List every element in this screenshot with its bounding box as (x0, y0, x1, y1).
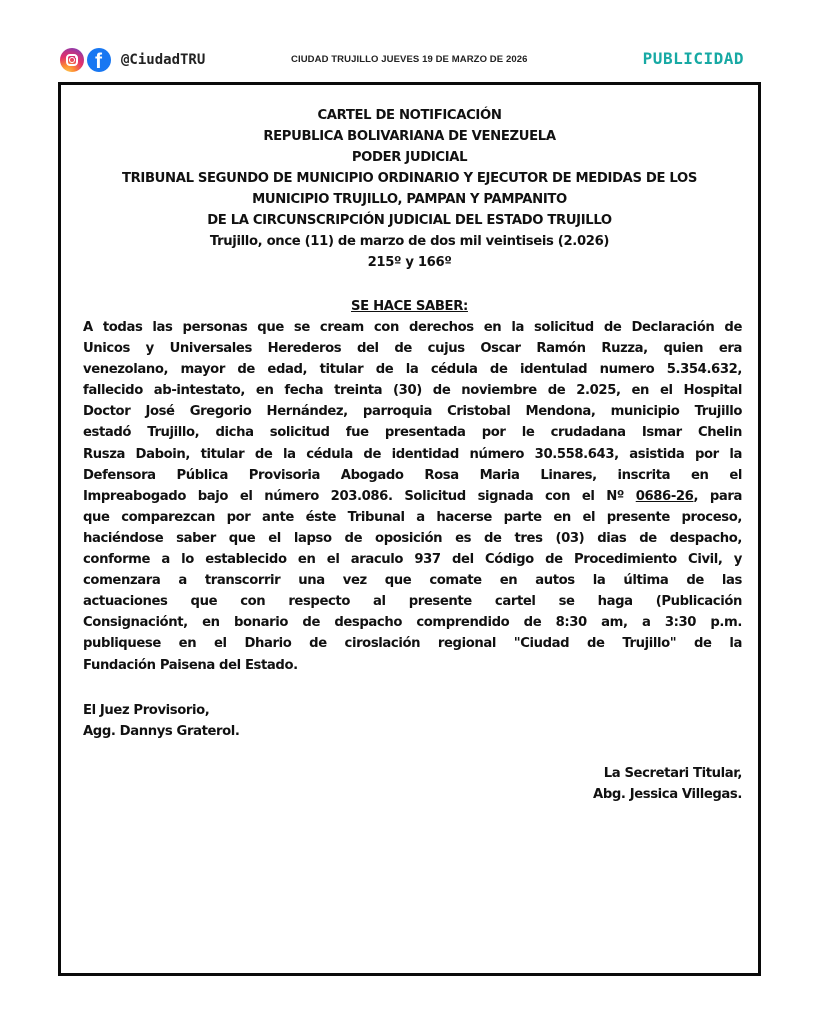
header-line-jurisdiction: DE LA CIRCUNSCRIPCIÓN JUDICIAL DEL ESTADO TRUJILLO (207, 213, 612, 228)
section-label: PUBLICIDAD (642, 49, 744, 68)
body-line: Doctor José Gregorio Hernández, parroquia Cristobal Mendona, municipio Trujillo (83, 404, 742, 420)
body-line: A todas las personas que se cream con derechos en la solicitud de Declaración de (83, 320, 742, 335)
judge-title: El Juez Provisorio, (83, 703, 210, 718)
body-line: Consignaciónt, en bonario de despacho comprendido de 8:30 am, a 3:30 p.m. (83, 615, 742, 631)
body-line: que comparezcan por ante éste Tribunal a hacerse parte en el presente proceso, (83, 509, 742, 525)
notice-header (61, 105, 758, 273)
secretary-signature (593, 763, 742, 805)
facebook-icon[interactable]: f (87, 48, 111, 72)
body-line: Defensora Pública Provisoria Abogado Rosa Maria Linares, inscrita en el (83, 467, 742, 483)
body-line: haciéndose saber que el lapso de oposición es de tres (03) dias de despacho, (83, 530, 742, 546)
header-line-branch: PODER JUDICIAL (351, 150, 468, 165)
notice-body (83, 317, 742, 676)
body-line-case (83, 486, 742, 507)
body-line: Unicos y Universales Herederos del de cujus Oscar Ramón Ruzza, quien era (83, 341, 742, 357)
instagram-icon[interactable] (60, 48, 84, 72)
judge-signature (83, 700, 240, 742)
body-line: comenzara a transcorrir una vez que comate en autos la última de las (83, 573, 742, 589)
secretary-title: La Secretari Titular, (603, 766, 742, 781)
body-line: conforme a lo establecido en el araculo 937 del Código de Procedimiento Civil, y (83, 552, 742, 568)
body-line: estadó Trujillo, dicha solicitud fue presentada por le crudadana Ismar Chelin (83, 425, 742, 441)
judge-name: Agg. Dannys Graterol. (83, 724, 240, 739)
body-line-case-prefix: Impreabogado bajo el número 203.086. Solicitud signada con el Nº (83, 488, 636, 504)
dateline: CIUDAD TRUJILLO JUEVES 19 DE MARZO DE 2026 (291, 54, 528, 65)
social-links (60, 48, 205, 72)
body-line: Fundación Paisena del Estado. (83, 657, 298, 673)
body-line: Rusza Daboin, titular de la cédula de identidad número 30.558.643, asistida por la (83, 446, 742, 462)
newspaper-topbar (58, 46, 760, 74)
notice-title: CARTEL DE NOTIFICACIÓN (317, 108, 502, 123)
secretary-name: Abg. Jessica Villegas. (593, 787, 742, 802)
body-line: publiquese en el Dhario de ciroslación regional "Ciudad de Trujillo" de la (83, 636, 742, 652)
header-line-country: REPUBLICA BOLIVARIANA DE VENEZUELA (263, 129, 556, 144)
social-handle[interactable]: @CiudadTRU (121, 52, 206, 68)
body-line: actuaciones que con respecto al presente cartel se haga (Publicación (83, 594, 742, 610)
header-line-court: TRIBUNAL SEGUNDO DE MUNICIPIO ORDINARIO Y EJECUTOR DE MEDIDAS DE LOS (121, 171, 698, 186)
body-line: fallecido ab-intestato, en fecha treinta (30) de noviembre de 2.025, en el Hospital (83, 383, 742, 399)
header-line-municipalities: MUNICIPIO TRUJILLO, PAMPAN Y PAMPANITO (252, 192, 567, 207)
notice-subheading: SE HACE SABER: (351, 299, 468, 314)
header-line-years: 215º y 166º (367, 255, 452, 270)
header-line-date: Trujillo, once (11) de marzo de dos mil veintiseis (2.026) (209, 234, 610, 249)
body-line: venezolano, mayor de edad, titular de la cédula de identulad numero 5.354.632, (83, 362, 742, 378)
notice-frame (58, 82, 761, 976)
case-number: 0686-26 (635, 488, 694, 504)
body-line-case-suffix: , para (693, 488, 742, 504)
